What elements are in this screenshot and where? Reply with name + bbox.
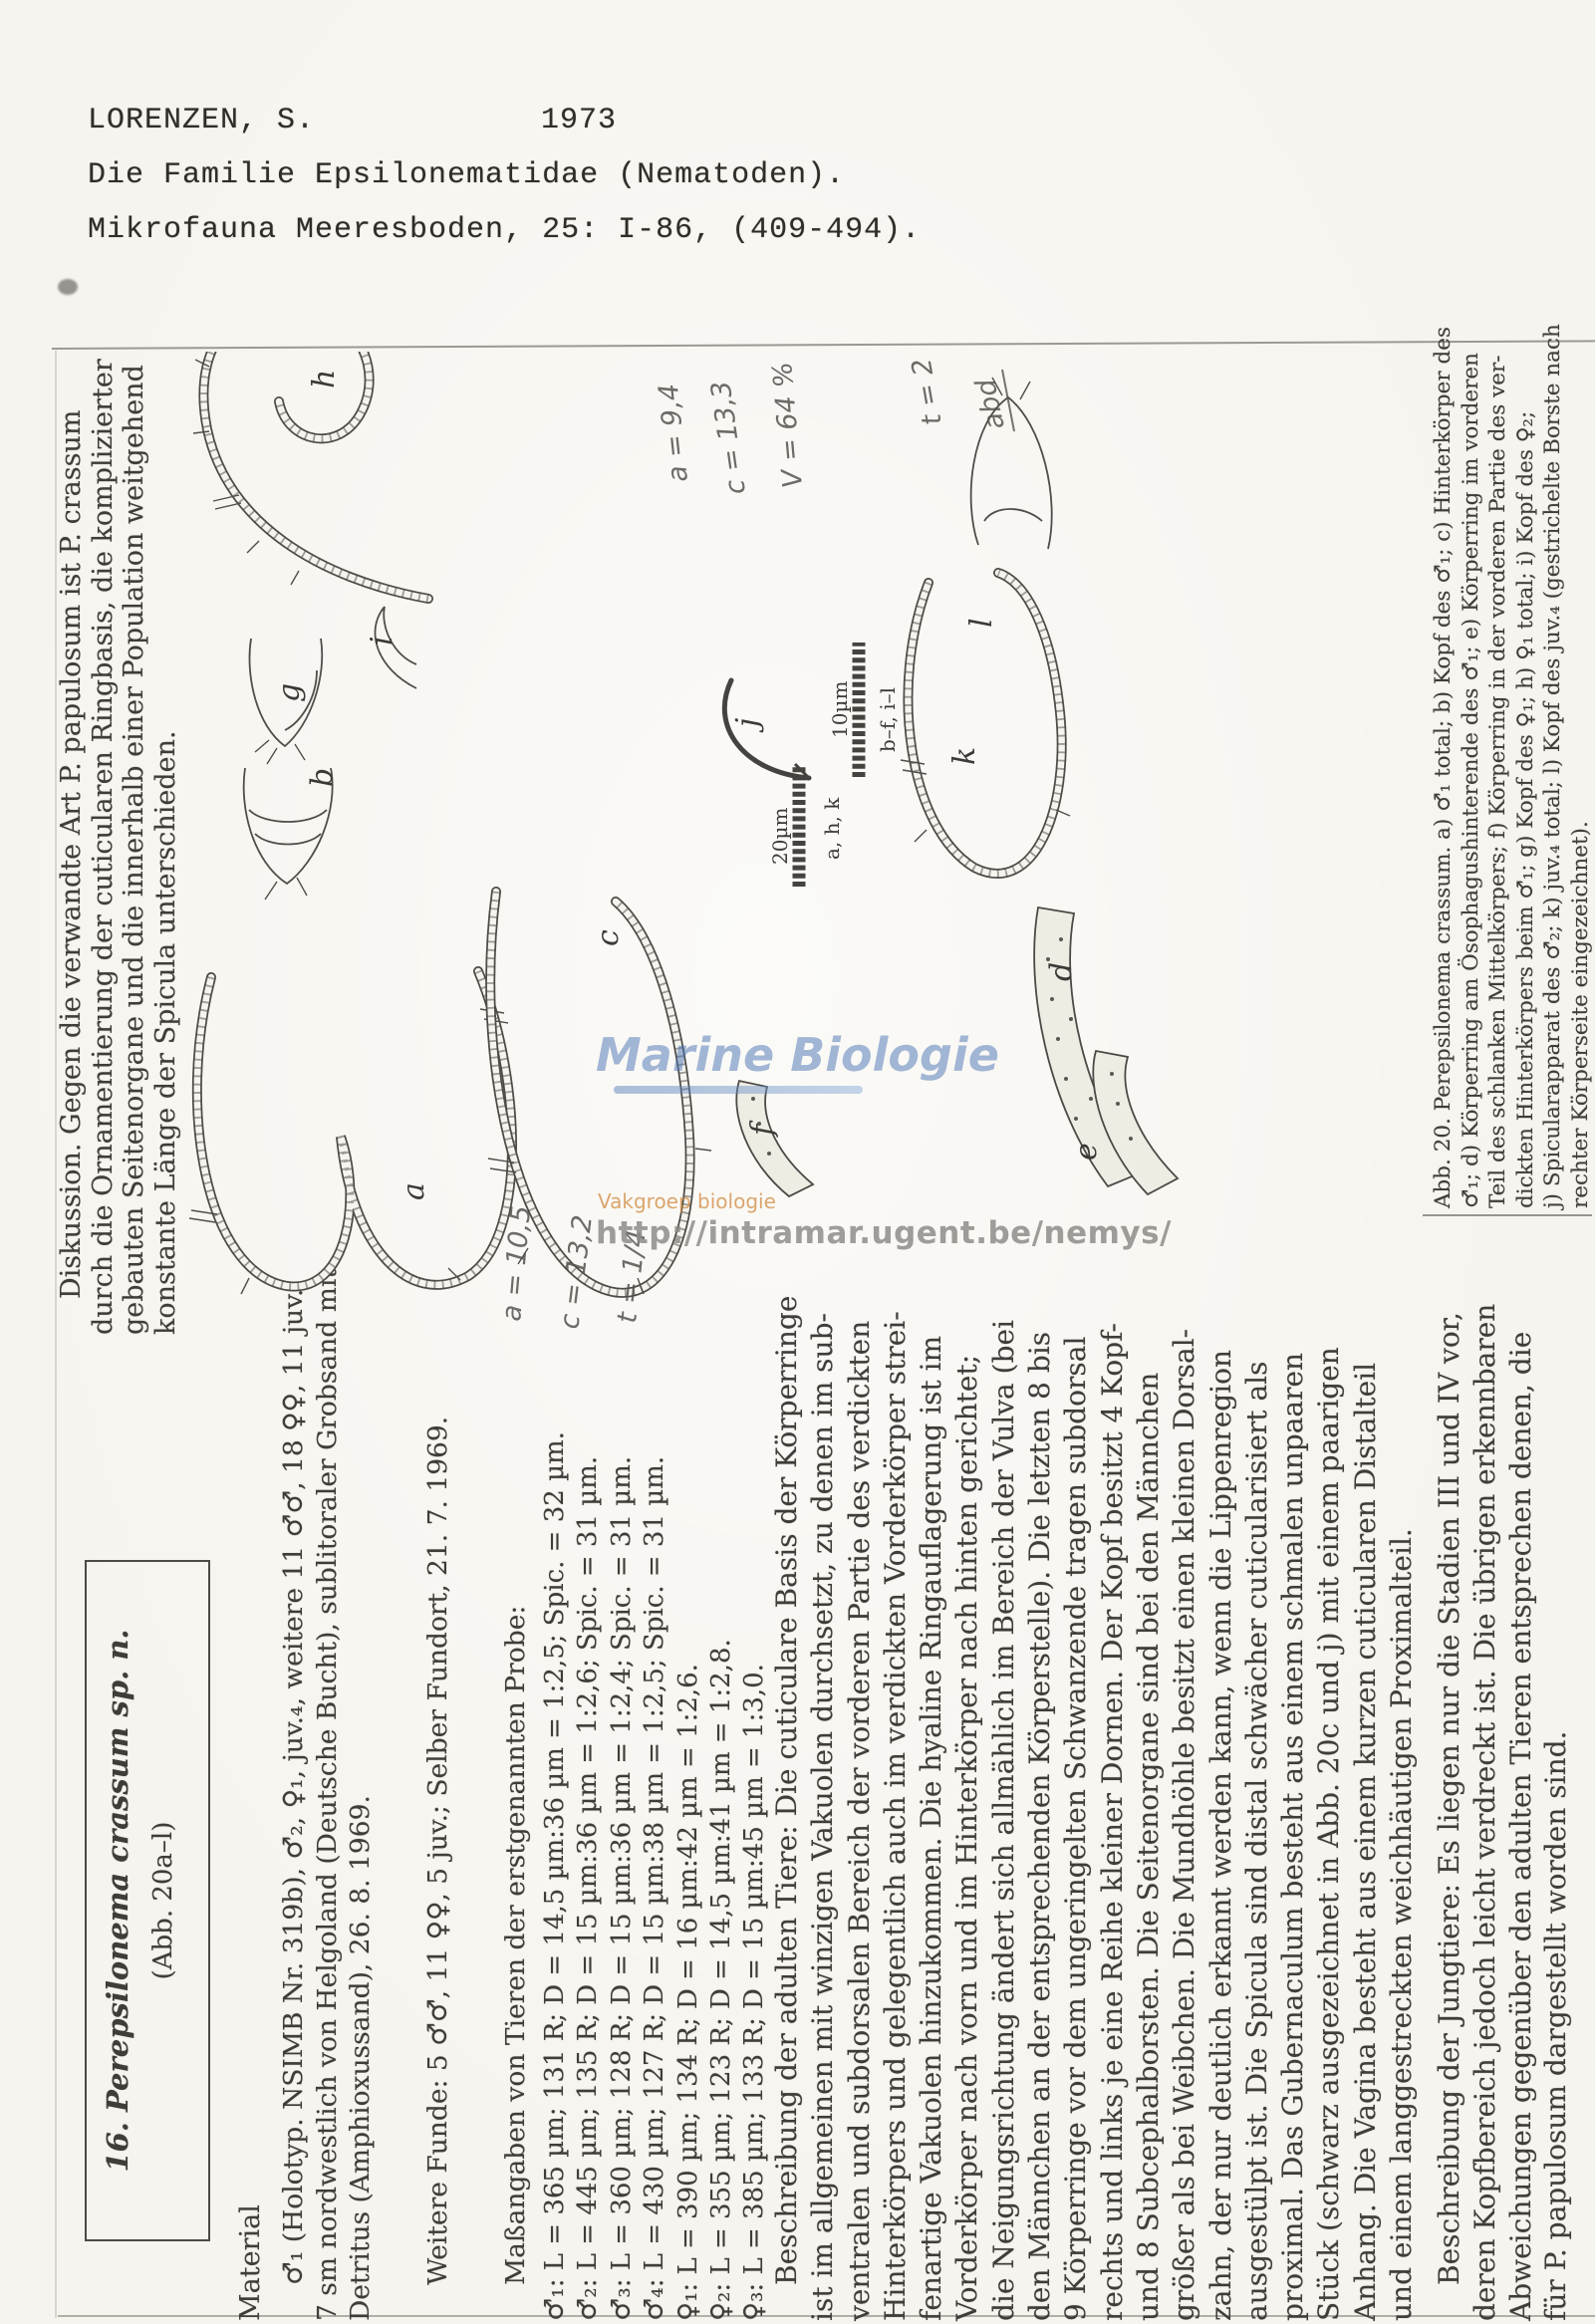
caption-line: dickten Hinterkörpers beim ♂₁; g) Kopf des ♀₁; h) ♀₁ total; i) Kopf des ♀₂; [1512,410,1538,1208]
figure-label-l: l [964,618,999,628]
species-heading-figref: (Abb. 20a–l) [148,1821,178,1980]
spicule-drawing-j [724,680,809,778]
discussion-line: durch die Ornamentierung der cuticularen Ringbasis, die komplizierter [87,359,119,1335]
figure-label-d: d [1044,961,1079,981]
adult-description-line: den Männchen an der entsprechenden Körperstelle). Die letzten 8 bis [1023,1331,1057,2321]
measurement-line: ♀₃: L = 385 µm; 133 R; D = 15 µm:45 µm = 1:3,0. [739,1664,770,2321]
head-drawing-b [244,768,333,900]
caption-divider-line [1423,1214,1592,1216]
adult-description-line: 9 Körperringe vor dem ungeringelten Schwanzende tragen subdorsal [1059,1336,1093,2321]
adult-description-line: die Neigungsrichtung ändert sich allmählich im Bereich der Vulva (bei [986,1319,1020,2321]
adult-description-line: Stück (schwarz ausgezeichnet in Abb. 20c und j) mit einem paarigen [1312,1347,1346,2321]
caption-line: rechter Körperseite eingezeichnet). [1567,821,1593,1208]
weitere-funde-line: Weitere Funde: 5 ♂♂, 11 ♀♀, 5 juv.; Selber Fundort, 21. 7. 1969. [422,1416,453,2285]
massangaben-line: Maßangaben von Tieren der erstgenannten Probe: [500,1605,531,2285]
citation-source: Mikrofauna Meeresboden, 25: I-86, (409-494). [88,213,922,247]
citation-author: LORENZEN, S. [88,104,316,137]
adult-description-line: und 8 Subcephalborsten. Die Seitenorgane sind bei den Männchen [1131,1372,1165,2321]
figure-label-g: g [272,682,307,702]
discussion-line: gebauten Seitenorgane und die innerhalb einer Population weitgehend [119,365,149,1335]
measurement-line: ♂₃: L = 360 µm; 128 R; D = 15 µm:36 µm = 1:2,4; Spic. = 31 µm. [606,1455,637,2321]
figure-label-e: e [1069,1143,1104,1161]
handwritten-ratio-a2: a = 10,5 [496,1203,538,1323]
adult-description-line: ventralen und subdorsalen Bereich der vorderen Partie des verdickten [842,1320,876,2321]
watermark-subtitle: Vakgroep biologie [598,1189,776,1213]
adult-description-line: Beschreibung der adulten Tiere: Die cuticulare Basis der Körperringe [770,1295,803,2285]
scale-bar-20um-length: 20µm [768,807,792,865]
worm-drawing-a [189,971,512,1294]
handwritten-ratio-c: c = 13,3 [705,379,752,497]
figure-label-k: k [947,746,982,765]
scale-bar-20um [768,767,844,887]
figure-label-f: f [745,1124,780,1136]
scan-artifact-blotch [58,279,78,295]
handwritten-note-t2: t = 1/4 [612,1228,653,1325]
measurement-line: ♀₁: L = 390 µm; 134 R; D = 16 µm:42 µm = 1:2,6. [672,1664,703,2321]
adult-description-line: größer als bei Weibchen. Die Mundhöhle besitzt einen kleinen Dorsal- [1168,1328,1201,2321]
figure-label-h: h [307,369,342,388]
adult-description-line: Vorderkörper nach vorn und im Hinterkörper nach hinten gerichtet; [950,1354,984,2321]
figure-label-a: a [397,1182,431,1200]
material-line: 7 sm nordwestlich von Helgoland (Deutsche Bucht), sublitoraler Grobsand mit [311,1268,343,2321]
juvenile-description-paragraph [1432,1304,1574,2321]
juvenile-description-line: für P. papulosum dargestellt worden sind. [1539,1730,1573,2321]
figure-label-j: j [730,717,765,727]
handwritten-ratio-a: a = 9,4 [653,382,694,484]
scale-bar-10um [828,643,900,777]
material-line: ♂₁ (Holotyp. NSIMB Nr. 319b), ♂₂, ♀₁, juv.₄, weitere 11 ♂♂, 18 ♀♀, 11 juv.; [278,1279,309,2285]
adult-description-line: proximal. Das Gubernaculum besteht aus einem schmalen unpaaren [1276,1352,1310,2321]
handwritten-ratio-c2: c = 13,2 [554,1213,599,1331]
watermark-url: http://intramar.ugent.be/nemys/ [596,1215,1172,1251]
adult-description-line: Anhang. Die Vagina besteht aus einem kurzen cuticularen Distalteil [1348,1362,1382,2321]
adult-description-line: rechts und links je eine Reihe kleiner Dornen. Der Kopf besitzt 4 Kopf- [1095,1323,1129,2321]
scale-bar-20um-panels: a, h, k [820,797,844,860]
juvenile-description-line: deren Kopfbereich jedoch leicht verdreckt ist. Die übrigen erkennbaren [1467,1303,1501,2321]
measurement-line: ♂₄: L = 430 µm; 127 R; D = 15 µm:38 µm = 1:2,5; Spic. = 31 µm. [640,1455,670,2321]
head-drawing-i [375,607,416,688]
juvenile-description-line: Abweichungen gegenüber den adulten Tieren entsprechen denen, die [1503,1331,1537,2321]
adult-description-line: zahn, der nur deutlich erkannt werden kann, wenn die Lippenregion [1203,1349,1237,2321]
figure-label-b: b [305,767,340,787]
adult-description-line: Hinterkörpers und gelegentlich auch im verdickten Vorderkörper strei- [878,1311,912,2321]
adult-description-paragraph [769,1296,1420,2321]
material-paragraph [277,1268,378,2321]
adult-description-line: fenartige Vakuolen hinzukommen. Die hyaline Ringauflagerung ist im [915,1335,948,2321]
caption-line: Abb. 20. Perepsilonema crassum. a) ♂₁ total; b) Kopf des ♂₁; c) Hinterkörper des [1431,327,1456,1208]
scale-bar-10um-panels: b–f, i–l [876,687,900,752]
caption-line: j) Spicularapparat des ♂₂; k) juv.₄ total; l) Kopf des juv.₄ (gestrichelte Borste nach [1540,324,1565,1208]
worm-drawing-h [193,352,428,599]
measurement-list [539,1431,772,2321]
material-line: Detritus (Amphioxussand), 26. 8. 1969. [345,1795,376,2321]
citation-title: Die Familie Epsilonematidae (Nematoden). [88,158,846,192]
species-heading-name: 16. Perepsilonema crassum sp. n. [101,1629,134,2173]
caption-line: ♂₁; d) Körperring am Ösophagushinterende des ♂₁; e) Körperring im vorderen [1458,353,1483,1208]
measurement-line: ♂₁: L = 365 µm; 131 R; D = 14,5 µm:36 µm = 1:2,5; Spic. = 32 µm. [540,1431,570,2321]
handwritten-note-t: t = 2 [906,356,948,428]
figure-plate [149,352,1205,1368]
watermark-logo-text: Marine Biologie [596,1028,999,1082]
rotated-page-content [0,324,1595,2324]
material-heading: Material [235,2204,266,2321]
discussion-line: konstante Länge der Spicula unterschieden. [149,730,181,1335]
citation-header [88,104,921,268]
discussion-line: Diskussion. Gegen die verwandte Art P. papulosum ist P. crassum [56,409,87,1299]
scale-bar-10um-length: 10µm [828,680,852,738]
adult-description-line: ausgestülpt ist. Die Spicula sind distal schwächer cuticularisiert als [1239,1361,1273,2321]
citation-year: 1973 [541,104,618,137]
adult-description-line: ist im allgemeinen mit winzigen Vakuolen durchsetzt, zu denen im sub- [806,1313,840,2321]
figure-caption [1430,324,1594,1208]
ring-drawing-f [736,1081,813,1196]
measurement-line: ♂₂: L = 445 µm; 135 R; D = 15 µm:36 µm = 1:2,6; Spic. = 31 µm. [573,1455,604,2321]
handwritten-note-abd: abd [969,376,1011,432]
figure-label-i: i [365,636,399,646]
measurement-line: ♀₂: L = 355 µm; 123 R; D = 14,5 µm:41 µm = 1:2,8. [706,1639,737,2321]
figure-label-c: c [591,929,626,946]
caption-line: Teil des schlanken Mittelkörpers; f) Körperring in der vorderen Partie des ver- [1485,355,1510,1208]
juvenile-description-line: Beschreibung der Jungtiere: Es liegen nur die Stadien III und IV vor, [1433,1312,1465,2285]
citation-author-row [88,104,921,158]
scan-page-top-edge [52,340,1595,350]
adult-description-line: und einem langgestreckten weichhäutigen Proximalteil. [1385,1528,1419,2321]
handwritten-ratio-v: V = 64 % [767,361,809,490]
species-heading-box [85,1560,210,2241]
